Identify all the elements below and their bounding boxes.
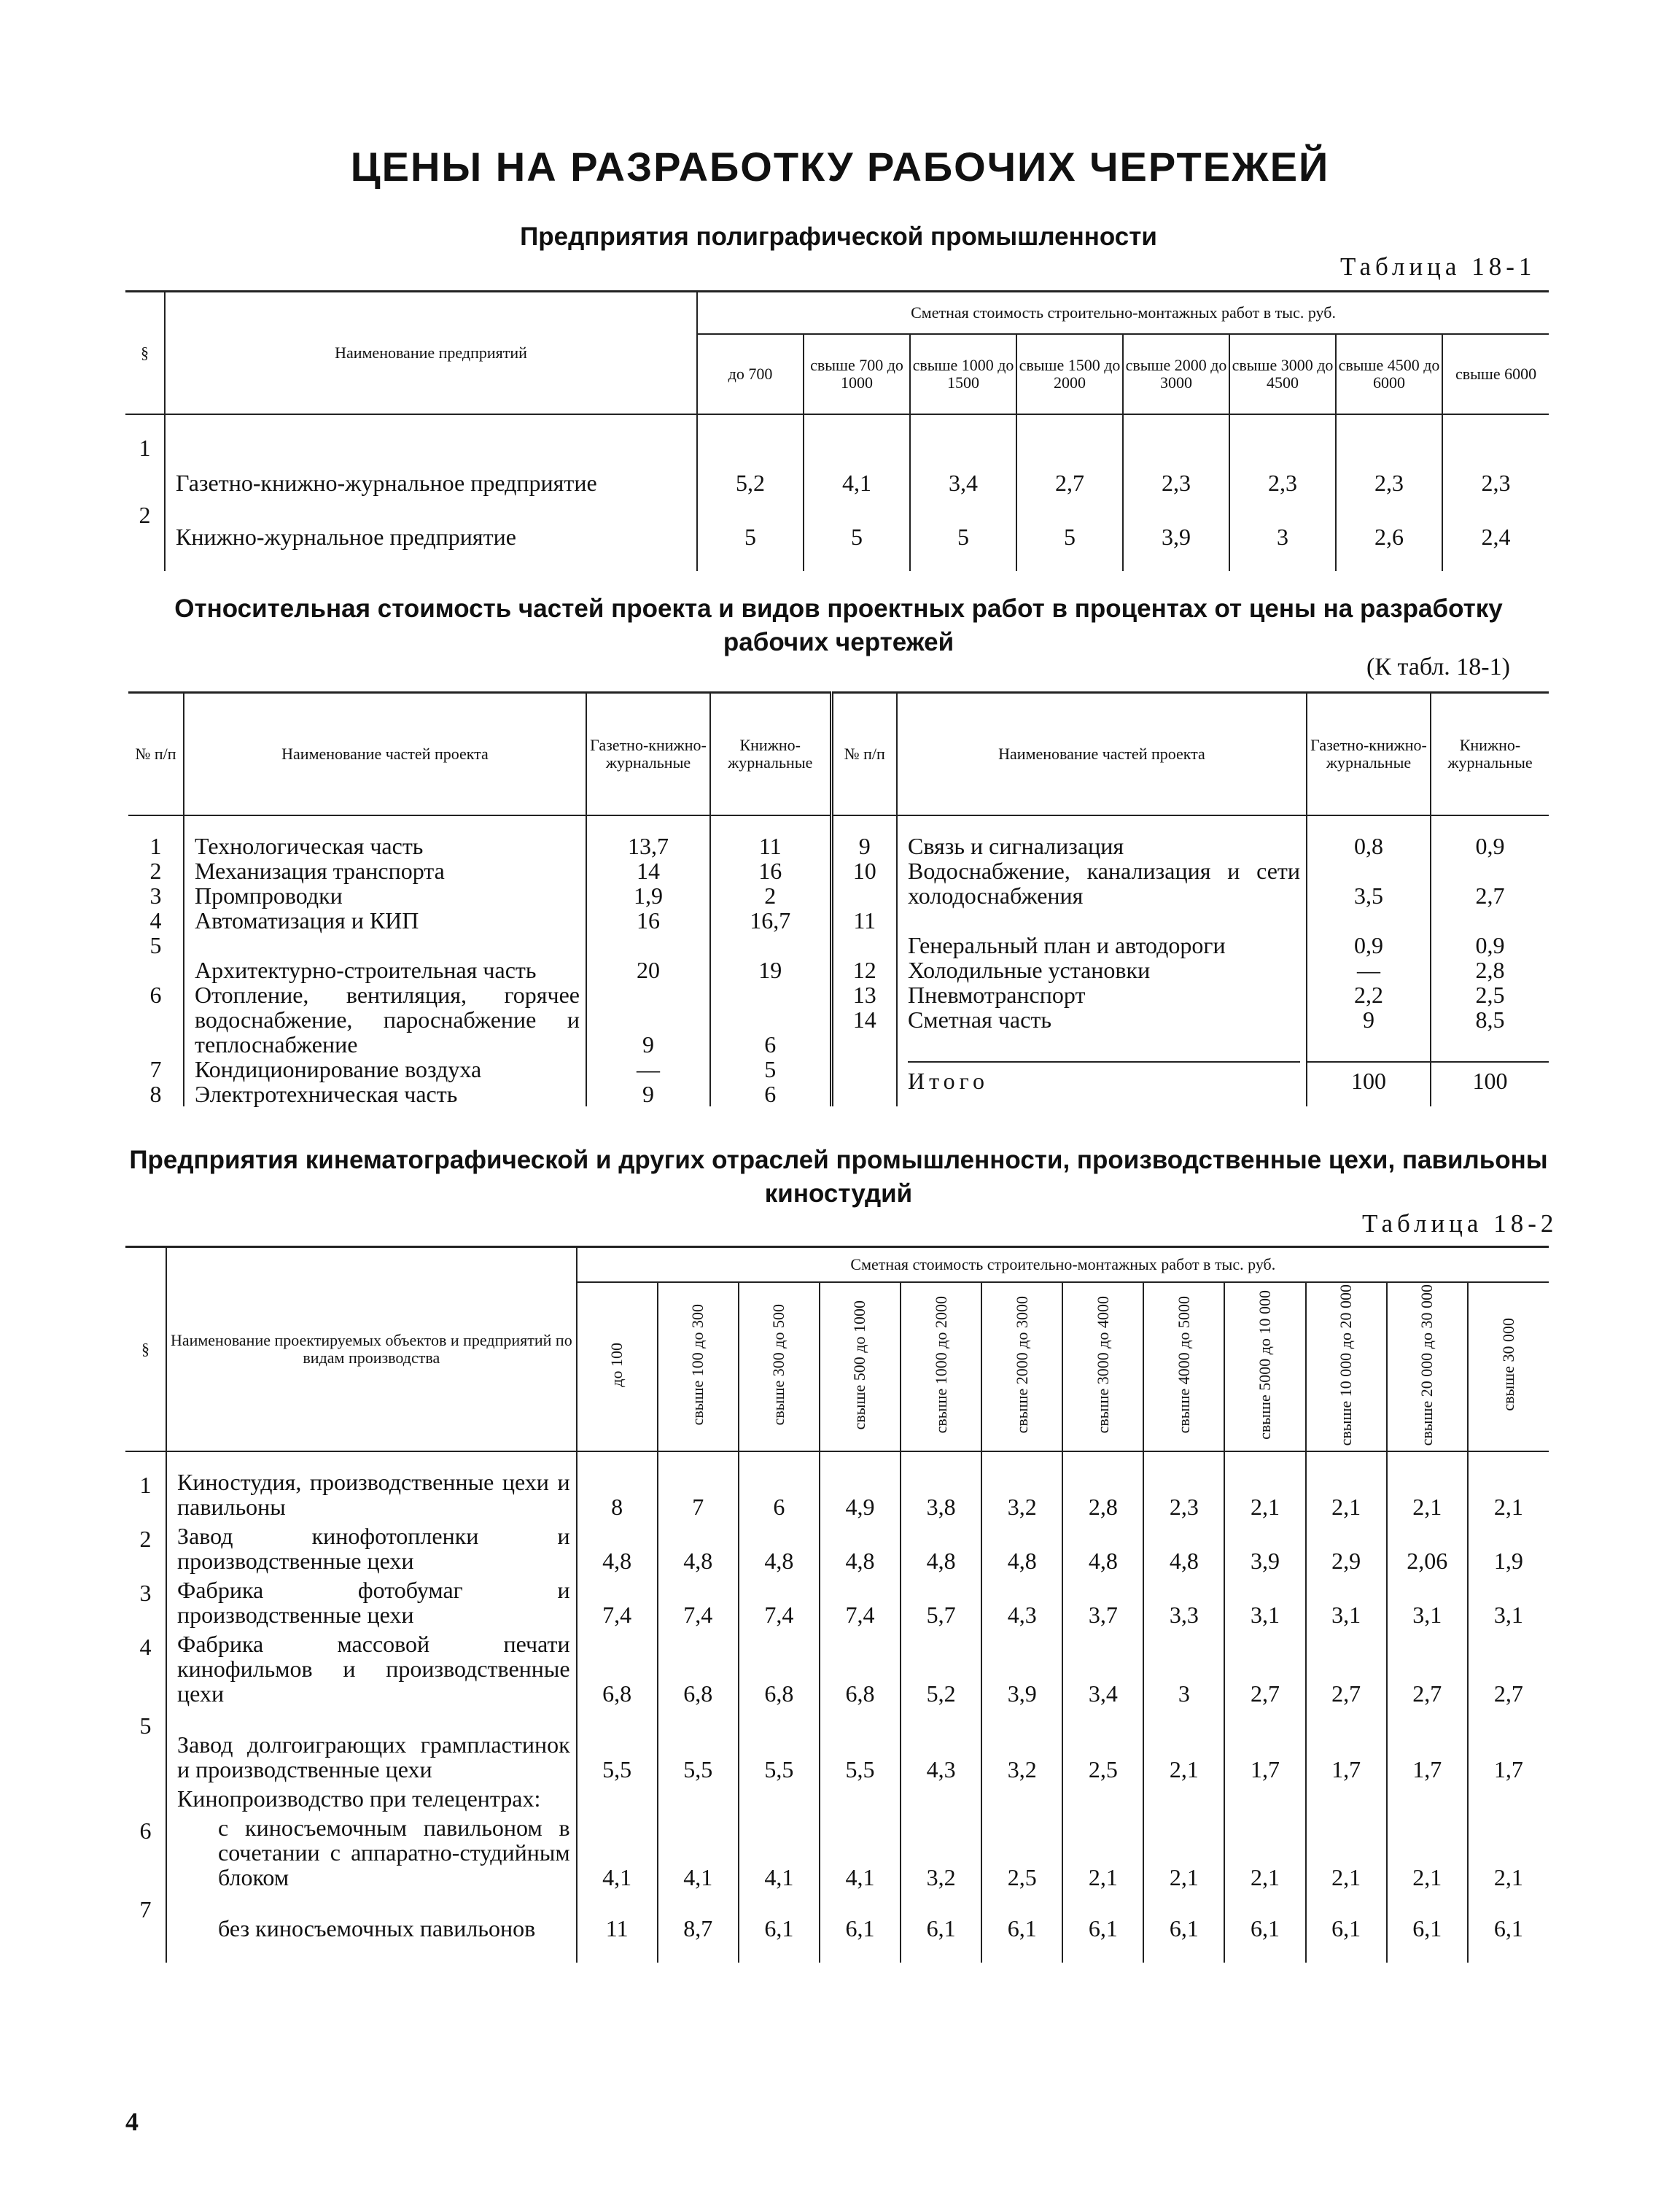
cell-value: — [1357,956,1380,983]
range-label: свыше 300 до 500 [769,1304,788,1426]
row-number: 12 [852,956,876,983]
range-header: свыше 2000 до 3000 [1123,334,1229,414]
cell-value: 5,2 [901,1632,981,1710]
cell-value: 6,1 [1468,1894,1549,1945]
col-gazet-header-right: Газетно-книжно-журнальные [1307,693,1431,815]
cell-value: 8,7 [658,1894,739,1945]
cell-value: 4,1 [820,1815,901,1894]
cell-value: 11 [577,1894,658,1945]
cell-value: 2,9 [1306,1524,1387,1578]
cell-value: 3,8 [901,1470,981,1524]
col-section-header: § [125,1247,166,1451]
cell-value: 8 [577,1470,658,1524]
cell-value: 2,1 [1224,1470,1305,1524]
cell-value: 3,2 [901,1815,981,1894]
table-row [125,1632,1549,1710]
cell-value: 3,1 [1468,1578,1549,1632]
cell-value [901,1786,981,1815]
row-name: Водоснабжение, канализация и сети холодоснабжения [908,857,1300,909]
cell-value: 14 [637,857,660,884]
row-number: 7 [139,1896,152,1923]
cell-value: 2,1 [1224,1815,1305,1894]
range-header [1224,1282,1305,1451]
range-label: свыше 20 000 до 30 000 [1418,1284,1436,1446]
cell-value: 6,1 [901,1894,981,1945]
cell-value: 1,7 [1224,1710,1305,1786]
range-header: свыше 1000 до 1500 [910,334,1016,414]
cell-value: 16 [758,857,782,884]
cell-value: 4,1 [658,1815,739,1894]
cell-value: 3,2 [981,1710,1062,1786]
cell-value: 2 [764,882,777,909]
cell-value: — [637,1055,660,1082]
row-number: 2 [139,501,151,528]
cell-value: 4,8 [577,1524,658,1578]
row-number: 1 [149,832,162,859]
range-label: свыше 3000 до 4000 [1093,1296,1112,1434]
section-title-cinema: Предприятия кинематографической и других отраслей промышленности, производственные цехи, павильоны киностудий [129,1146,1548,1208]
row-name: Отопление, вентиляция, горячее водоснабжение, пароснабжение и теплоснабжение [195,981,580,1058]
cell-value: 2,5 [1475,981,1505,1008]
cell-value: 0,9 [1475,832,1505,859]
cell-value: 0,9 [1475,931,1505,958]
cell-value: 6,8 [820,1632,901,1710]
table-row [125,432,1549,500]
col-knizh-header-right: Книжно-журнальные [1431,693,1549,815]
cell-value: 2,1 [1306,1470,1387,1524]
cell-value: 7,4 [739,1578,820,1632]
table-row [125,1524,1549,1578]
col-section-header: § [125,292,165,414]
cell-value: 20 [637,956,660,983]
row-number: 8 [149,1080,162,1107]
cell-value: 3,9 [981,1632,1062,1710]
table-relative-cost [128,691,1549,1106]
range-label: свыше 30 000 [1498,1318,1517,1411]
cell-value: 6,1 [820,1894,901,1945]
cost-header: Сметная стоимость строительно-монтажных работ в тыс. руб. [697,292,1549,334]
cell-value [1468,1786,1549,1815]
cell-value [1143,1786,1224,1815]
range-label: до 100 [607,1342,626,1387]
cell-value: 4,8 [658,1524,739,1578]
cell-value: 19 [758,956,782,983]
range-label: свыше 5000 до 10 000 [1256,1289,1275,1440]
row-name: Завод долгоиграющих грампластинок и производственные цехи [166,1710,577,1786]
row-name: Связь и сигнализация [908,832,1124,859]
cell-value: 5,5 [658,1710,739,1786]
cell-value: 6 [739,1470,820,1524]
cell-value: 8,5 [1475,1006,1505,1033]
page-number: 4 [125,2107,139,2136]
range-header: свыше 4500 до 6000 [1336,334,1442,414]
range-header [820,1282,901,1451]
col-gazet-header-left: Газетно-книжно-журнальные [586,693,710,815]
section-title-relative-cost: Относительная стоимость частей проекта и видов проектных работ в процентах от цены на разработку рабочих чертежей [174,594,1503,656]
row-number: 4 [139,1633,152,1660]
cell-value: 4,8 [1143,1524,1224,1578]
cell-value: 3,1 [1387,1578,1468,1632]
cell-value: 6,8 [577,1632,658,1710]
row-number: 6 [149,981,162,1008]
cell-value: 2,1 [1387,1815,1468,1894]
table-row [125,1470,1549,1524]
cell-value: 1,9 [634,882,663,909]
col-knizh-header-left: Книжно-журнальные [710,693,831,815]
cell-value: 6 [764,1080,777,1107]
row-number: 1 [139,1471,152,1498]
row-number: 13 [852,981,876,1008]
col-name-header-right: Наименование частей проекта [897,693,1307,815]
cell-value: 13,7 [628,832,669,859]
row-name: Архитектурно-строительная часть [195,956,537,983]
cell-value: 3 [1143,1632,1224,1710]
range-header [577,1282,658,1451]
cell-value: 6 [764,1031,777,1058]
row-number: 4 [149,907,162,934]
cell-value: 2,3 [1143,1470,1224,1524]
row-name: Сметная часть [908,1006,1051,1033]
cell-value: 6,1 [1224,1894,1305,1945]
col-name-header: Наименование предприятий [165,292,697,414]
range-header [1387,1282,1468,1451]
cell-value: 4,1 [739,1815,820,1894]
cell-value: 0,8 [1354,832,1383,859]
row-number: 10 [852,857,876,884]
col-num-header-left: № п/п [128,693,184,815]
range-label: свыше 1000 до 2000 [931,1296,950,1434]
row-name: Генеральный план и автодороги [908,931,1226,958]
section-title-polygraphy: Предприятия полиграфической промышленности [520,222,1157,251]
row-name: Книжно-журнальное предприятие [165,500,697,554]
row-number: 6 [139,1817,152,1844]
cell-value: 2,7 [1468,1632,1549,1710]
row-name: Завод кинофотопленки и производственные цехи [166,1524,577,1578]
cell-value: 16,7 [750,907,791,934]
cell-value: 2,4 [1442,500,1549,554]
cell-value: 2,1 [1062,1815,1143,1894]
cell-value: 4,9 [820,1470,901,1524]
cell-value: 1,9 [1468,1524,1549,1578]
cell-value [658,1786,739,1815]
cell-value: 2,3 [1123,432,1229,500]
range-label: свыше 10 000 до 20 000 [1337,1284,1356,1446]
total-value: 100 [1351,1067,1386,1094]
row-name: Автоматизация и КИП [195,907,419,934]
range-label: свыше 4000 до 5000 [1174,1296,1193,1434]
cell-value: 2,7 [1387,1632,1468,1710]
table-row [125,1786,1549,1815]
cell-value: 5 [1016,500,1123,554]
row-number: 9 [858,832,871,859]
cell-value: 6,1 [981,1894,1062,1945]
cell-value: 3,9 [1224,1524,1305,1578]
cell-value: 2,7 [1224,1632,1305,1710]
cell-value [1387,1786,1468,1815]
range-header [901,1282,981,1451]
cell-value [739,1786,820,1815]
range-header [1143,1282,1224,1451]
total-label: Итого [908,1067,989,1094]
cell-value: 2,3 [1229,432,1336,500]
cell-value: 5 [910,500,1016,554]
table-18-1 [125,290,1549,571]
range-header [981,1282,1062,1451]
table-18-2 [125,1246,1549,1963]
cell-value: 2,7 [1016,432,1123,500]
cell-value: 3,9 [1123,500,1229,554]
range-header [1062,1282,1143,1451]
cost-header: Сметная стоимость строительно-монтажных работ в тыс. руб. [577,1247,1549,1282]
row-name: Механизация транспорта [195,857,445,884]
cell-value: 3,3 [1143,1578,1224,1632]
range-header: свыше 3000 до 4500 [1229,334,1336,414]
table-reference: (К табл. 18-1) [1366,653,1510,680]
cell-value: 2,3 [1336,432,1442,500]
cell-value: 11 [758,832,782,859]
range-header [1468,1282,1549,1451]
cell-value: 2,3 [1442,432,1549,500]
table-row [125,1578,1549,1632]
row-name: Промпроводки [195,882,343,909]
row-name: Электротехническая часть [195,1080,458,1107]
range-header [658,1282,739,1451]
cell-value: 6,1 [1143,1894,1224,1945]
row-name: Технологическая часть [195,832,424,859]
cell-value: 5,5 [820,1710,901,1786]
cell-value: 2,5 [981,1815,1062,1894]
range-header: свыше 700 до 1000 [804,334,910,414]
cell-value: 4,8 [981,1524,1062,1578]
cell-value: 3,2 [981,1470,1062,1524]
cell-value: 3,1 [1224,1578,1305,1632]
col-name-header: Наименование проектируемых объектов и предприятий по видам производства [166,1247,577,1451]
row-number: 5 [139,1712,152,1739]
cell-value [577,1786,658,1815]
cell-value: 2,1 [1387,1470,1468,1524]
table-label-18-2: Таблица 18-2 [1362,1209,1558,1238]
cell-value: 7 [658,1470,739,1524]
cell-value: 2,7 [1306,1632,1387,1710]
cell-value: 2,1 [1143,1710,1224,1786]
cell-value: 5,5 [577,1710,658,1786]
cell-value: 6,1 [739,1894,820,1945]
range-header [739,1282,820,1451]
cell-value: 5,7 [901,1578,981,1632]
table-row [125,1710,1549,1786]
cell-value [1306,1786,1387,1815]
cell-value: 2,7 [1475,882,1505,909]
cell-value: 7,4 [577,1578,658,1632]
cell-value: 4,3 [981,1578,1062,1632]
cell-value: 4,1 [804,432,910,500]
range-header: свыше 6000 [1442,334,1549,414]
cell-value: 6,1 [1387,1894,1468,1945]
range-header: свыше 1500 до 2000 [1016,334,1123,414]
cell-value: 16 [637,907,660,934]
cell-value: 5,5 [739,1710,820,1786]
cell-value: 4,3 [901,1710,981,1786]
cell-value: 2,5 [1062,1710,1143,1786]
cell-value: 6,1 [1306,1894,1387,1945]
cell-value: 2,1 [1143,1815,1224,1894]
range-label: свыше 2000 до 3000 [1012,1296,1031,1434]
row-number [125,1786,166,1815]
row-name: Кинопроизводство при телецентрах: [166,1786,577,1815]
cell-value: 2,1 [1468,1470,1549,1524]
cell-value: 2,8 [1475,956,1505,983]
cell-value: 3,1 [1306,1578,1387,1632]
row-number: 5 [149,931,162,958]
cell-value: 4,8 [1062,1524,1143,1578]
page-title: ЦЕНЫ НА РАЗРАБОТКУ РАБОЧИХ ЧЕРТЕЖЕЙ [350,144,1330,190]
range-label: свыше 100 до 300 [688,1304,707,1426]
cell-value: 3,4 [910,432,1016,500]
cell-value: 7,4 [658,1578,739,1632]
row-name: с киносъемочным павильоном в сочетании с аппаратно-студийным блоком [166,1815,577,1894]
cell-value: 2,1 [1468,1815,1549,1894]
row-number: 11 [853,907,876,934]
cell-value: 4,8 [820,1524,901,1578]
cell-value: 6,8 [658,1632,739,1710]
cell-value [820,1786,901,1815]
cell-value: 9 [642,1031,654,1058]
cell-value: 3,7 [1062,1578,1143,1632]
cell-value: 2,2 [1354,981,1383,1008]
cell-value: 2,06 [1387,1524,1468,1578]
cell-value: 2,6 [1336,500,1442,554]
total-value: 100 [1472,1067,1508,1094]
row-name: Пневмотранспорт [908,981,1086,1008]
cell-value: 1,7 [1387,1710,1468,1786]
col-name-header-left: Наименование частей проекта [184,693,586,815]
row-name: Киностудия, производственные цехи и павильоны [166,1470,577,1524]
cell-value: 5 [764,1055,777,1082]
row-name: Фабрика фотобумаг и производственные цехи [166,1578,577,1632]
range-header [1306,1282,1387,1451]
row-number: 7 [149,1055,162,1082]
row-number: 14 [852,1006,876,1033]
cell-value: 7,4 [820,1578,901,1632]
row-number: 1 [139,434,151,461]
cell-value: 1,7 [1468,1710,1549,1786]
row-number: 3 [149,882,162,909]
cell-value: 6,8 [739,1632,820,1710]
cell-value: 5,2 [697,432,804,500]
row-number: 3 [139,1579,152,1606]
table-row [125,500,1549,554]
cell-value: 4,8 [739,1524,820,1578]
cell-value: 6,1 [1062,1894,1143,1945]
cell-value: 3,4 [1062,1632,1143,1710]
cell-value: 4,1 [577,1815,658,1894]
row-name: без киносъемочных павильонов [166,1894,577,1945]
range-header: до 700 [697,334,804,414]
row-name: Газетно-книжно-журнальное предприятие [165,432,697,500]
range-label: свыше 500 до 1000 [850,1300,869,1429]
cell-value [981,1786,1062,1815]
cell-value: 0,9 [1354,931,1383,958]
table-row [125,1815,1549,1894]
row-name: Фабрика массовой печати кинофильмов и производственные цехи [166,1632,577,1710]
cell-value [1062,1786,1143,1815]
cell-value: 5 [697,500,804,554]
cell-value: 2,8 [1062,1470,1143,1524]
row-name: Холодильные установки [908,956,1151,983]
table-label-18-1: Таблица 18-1 [1340,252,1536,281]
cell-value: 4,8 [901,1524,981,1578]
table-row [125,1894,1549,1945]
row-number: 2 [139,1525,152,1552]
cell-value: 3 [1229,500,1336,554]
cell-value: 9 [642,1080,654,1107]
cell-value: 1,7 [1306,1710,1387,1786]
cell-value: 9 [1363,1006,1374,1033]
cell-value: 3,5 [1354,882,1383,909]
row-name: Кондиционирование воздуха [195,1055,482,1082]
row-number: 2 [149,857,162,884]
col-num-header-right: № п/п [831,693,897,815]
cell-value [1224,1786,1305,1815]
cell-value: 5 [804,500,910,554]
cell-value: 2,1 [1306,1815,1387,1894]
